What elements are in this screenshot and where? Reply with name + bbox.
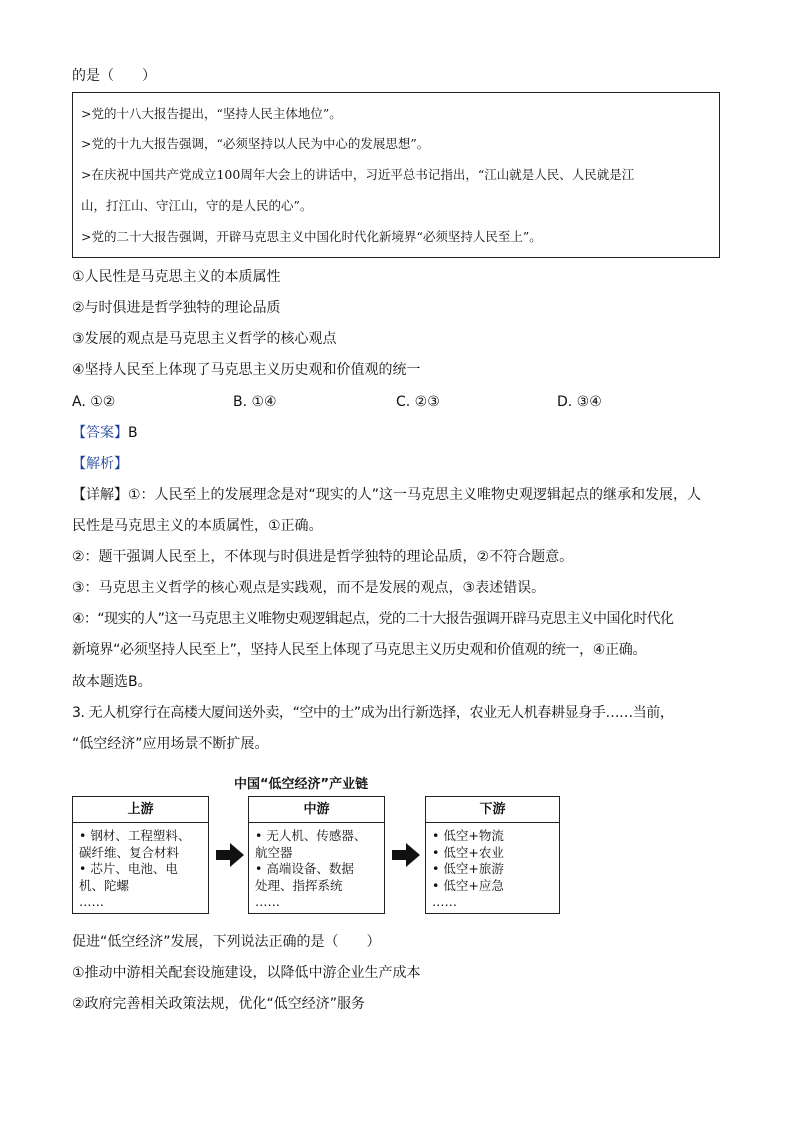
- question-stem-tail: 的是（ ）: [72, 68, 156, 84]
- question3-line: “低空经济”应用场景不断扩展。: [72, 736, 269, 752]
- arrow-right-icon: [216, 843, 244, 867]
- upstream-body: [73, 823, 208, 916]
- upstream-line: 碳纤维、复合材料: [79, 844, 180, 860]
- statement-4: ④坚持人民至上体现了马克思主义历史观和价值观的统一: [72, 362, 421, 378]
- answer-line: [72, 423, 138, 443]
- upstream-line: • 芯片、电池、电: [79, 861, 178, 876]
- downstream-body: [426, 823, 559, 916]
- midstream-head: 中游: [249, 797, 384, 823]
- explanation-line: 民性是马克思主义的本质属性，①正确。: [72, 518, 323, 534]
- explanation-line: 新境界“必须坚持人民至上”，坚持人民至上体现了马克思主义历史观和价值观的统一，④正确。: [72, 642, 647, 658]
- upstream-line: 机、陀螺: [79, 877, 130, 893]
- question3-prompt: 促进“低空经济”发展，下列说法正确的是（ ）: [72, 934, 381, 950]
- downstream-head: 下游: [426, 797, 559, 823]
- downstream-line: • 低空+农业: [432, 844, 504, 860]
- option-b: B. ①④: [233, 394, 277, 410]
- statement-2: ②与时俱进是哲学独特的理论品质: [72, 300, 281, 316]
- upstream-head: 上游: [73, 797, 208, 823]
- explanation-text: ①：人民至上的发展理念是对“现实的人”这一马克思主义唯物史观逻辑起点的继承和发展，人: [128, 487, 702, 503]
- answer-value: B: [128, 425, 138, 441]
- quote-line: >党的二十大报告强调，开辟马克思主义中国化时代化新境界“必须坚持人民至上”。: [81, 229, 542, 244]
- option-d: D. ③④: [557, 394, 602, 410]
- downstream-line: ……: [432, 894, 457, 909]
- conclusion-line: 故本题选B。: [72, 674, 152, 690]
- downstream-line: • 低空+应急: [432, 877, 504, 893]
- question3-line: 3. 无人机穿行在高楼大厦间送外卖，“空中的士”成为出行新选择，农业无人机春耕显身手……当前，: [72, 705, 674, 721]
- question3-statement-1: ①推动中游相关配套设施建设，以降低中游企业生产成本: [72, 965, 421, 981]
- quote-line: >党的十八大报告提出，“坚持人民主体地位”。: [81, 106, 342, 121]
- arrow-right-icon: [392, 843, 420, 867]
- upstream-line: • 钢材、工程塑料、: [79, 828, 191, 843]
- statement-1: ①人民性是马克思主义的本质属性: [72, 269, 281, 285]
- question3-statement-2: ②政府完善相关政策法规，优化“低空经济”服务: [72, 996, 366, 1012]
- explanation-line: [72, 485, 701, 505]
- upstream-box: [72, 796, 209, 914]
- midstream-line: 处理、指挥系统: [255, 877, 343, 893]
- downstream-line: • 低空+物流: [432, 828, 504, 843]
- quote-line: 山，打江山、守江山，守的是人民的心”。: [81, 198, 313, 213]
- explanation-line: ③：马克思主义哲学的核心观点是实践观，而不是发展的观点，③表述错误。: [72, 580, 546, 596]
- chain-title: 中国“低空经济”产业链: [234, 777, 369, 792]
- midstream-line: • 无人机、传感器、: [255, 828, 367, 843]
- midstream-line: ……: [255, 894, 280, 909]
- quote-box: [72, 92, 720, 258]
- midstream-line: 航空器: [255, 844, 293, 860]
- detail-label: 【详解】: [72, 487, 128, 503]
- quote-line: >在庆祝中国共产党成立100周年大会上的讲话中，习近平总书记指出，“江山就是人民、人民就是江: [81, 167, 635, 182]
- midstream-body: [249, 823, 384, 916]
- downstream-box: [425, 796, 560, 914]
- downstream-line: • 低空+旅游: [432, 861, 504, 876]
- answer-label: 【答案】: [72, 425, 128, 441]
- midstream-box: [248, 796, 385, 914]
- option-a: A. ①②: [72, 394, 116, 410]
- upstream-line: ……: [79, 894, 104, 909]
- analysis-label: 【解析】: [72, 456, 128, 472]
- explanation-line: ④：“现实的人”这一马克思主义唯物史观逻辑起点，党的二十大报告强调开辟马克思主义中国化时代化: [72, 611, 674, 627]
- explanation-line: ②：题干强调人民至上，不体现与时俱进是哲学独特的理论品质，②不符合题意。: [72, 549, 574, 565]
- midstream-line: • 高端设备、数据: [255, 861, 354, 876]
- option-c: C. ②③: [396, 394, 440, 410]
- statement-3: ③发展的观点是马克思主义哲学的核心观点: [72, 331, 337, 347]
- quote-line: >党的十九大报告强调，“必须坚持以人民为中心的发展思想”。: [81, 136, 430, 151]
